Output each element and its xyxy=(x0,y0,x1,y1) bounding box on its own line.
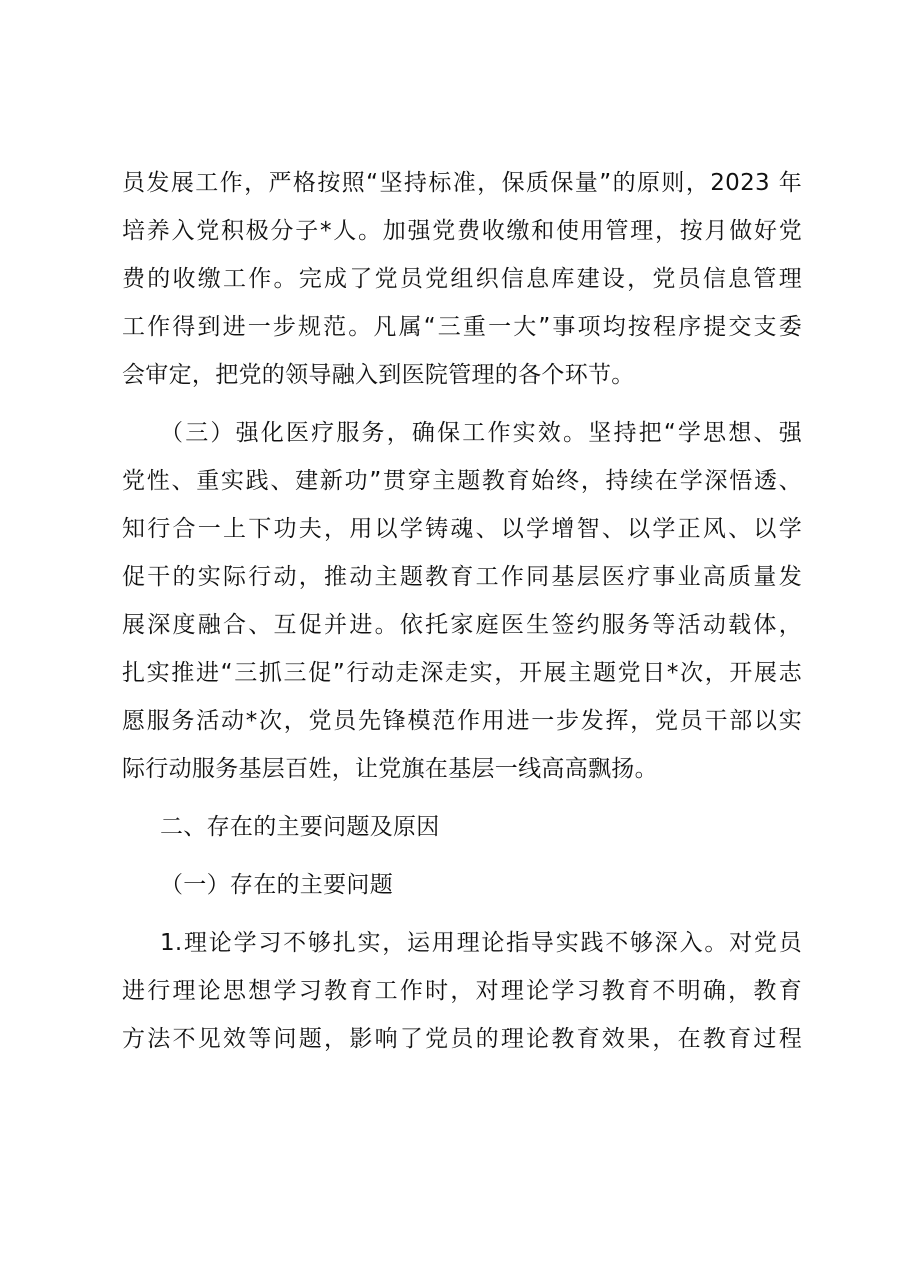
section-paragraph-start: （三）强化医疗服务，确保工作实效。坚持把“学思想、强 xyxy=(160,420,802,446)
body-text-line: 方法不见效等问题，影响了党员的理论教育效果，在教育过程 xyxy=(122,1026,802,1052)
body-text-line: 进行理论思想学习教育工作时，对理论学习教育不明确，教育 xyxy=(122,978,802,1004)
body-text-line: 培养入党积极分子*人。加强党费收缴和使用管理，按月做好党 xyxy=(122,218,802,244)
section-heading: 二、存在的主要问题及原因 xyxy=(160,814,440,840)
body-text-line: 促干的实际行动，推动主题教育工作同基层医疗事业高质量发 xyxy=(122,564,802,590)
subsection-heading: （一）存在的主要问题 xyxy=(160,872,393,898)
body-text-line: 愿服务活动*次，党员先锋模范作用进一步发挥，党员干部以实 xyxy=(122,708,802,734)
body-text-line: 工作得到进一步规范。凡属“三重一大”事项均按程序提交支委 xyxy=(122,314,802,340)
body-text-line: 扎实推进“三抓三促”行动走深走实，开展主题党日*次，开展志 xyxy=(122,660,802,686)
body-text-line: 费的收缴工作。完成了党员党组织信息库建设，党员信息管理 xyxy=(122,266,802,292)
body-text-line: 际行动服务基层百姓，让党旗在基层一线高高飘扬。 xyxy=(122,756,658,782)
body-text-line: 员发展工作，严格按照“坚持标准，保质保量”的原则，2023 年 xyxy=(122,170,802,196)
body-text-line: 知行合一上下功夫，用以学铸魂、以学增智、以学正风、以学 xyxy=(122,516,802,542)
body-text-line: 展深度融合、互促并进。依托家庭医生签约服务等活动载体， xyxy=(122,612,802,638)
problem-paragraph-start: 1.理论学习不够扎实，运用理论指导实践不够深入。对党员 xyxy=(160,930,802,956)
body-text-line: 会审定，把党的领导融入到医院管理的各个环节。 xyxy=(122,362,635,388)
body-text-line: 党性、重实践、建新功”贯穿主题教育始终，持续在学深悟透、 xyxy=(122,468,802,494)
